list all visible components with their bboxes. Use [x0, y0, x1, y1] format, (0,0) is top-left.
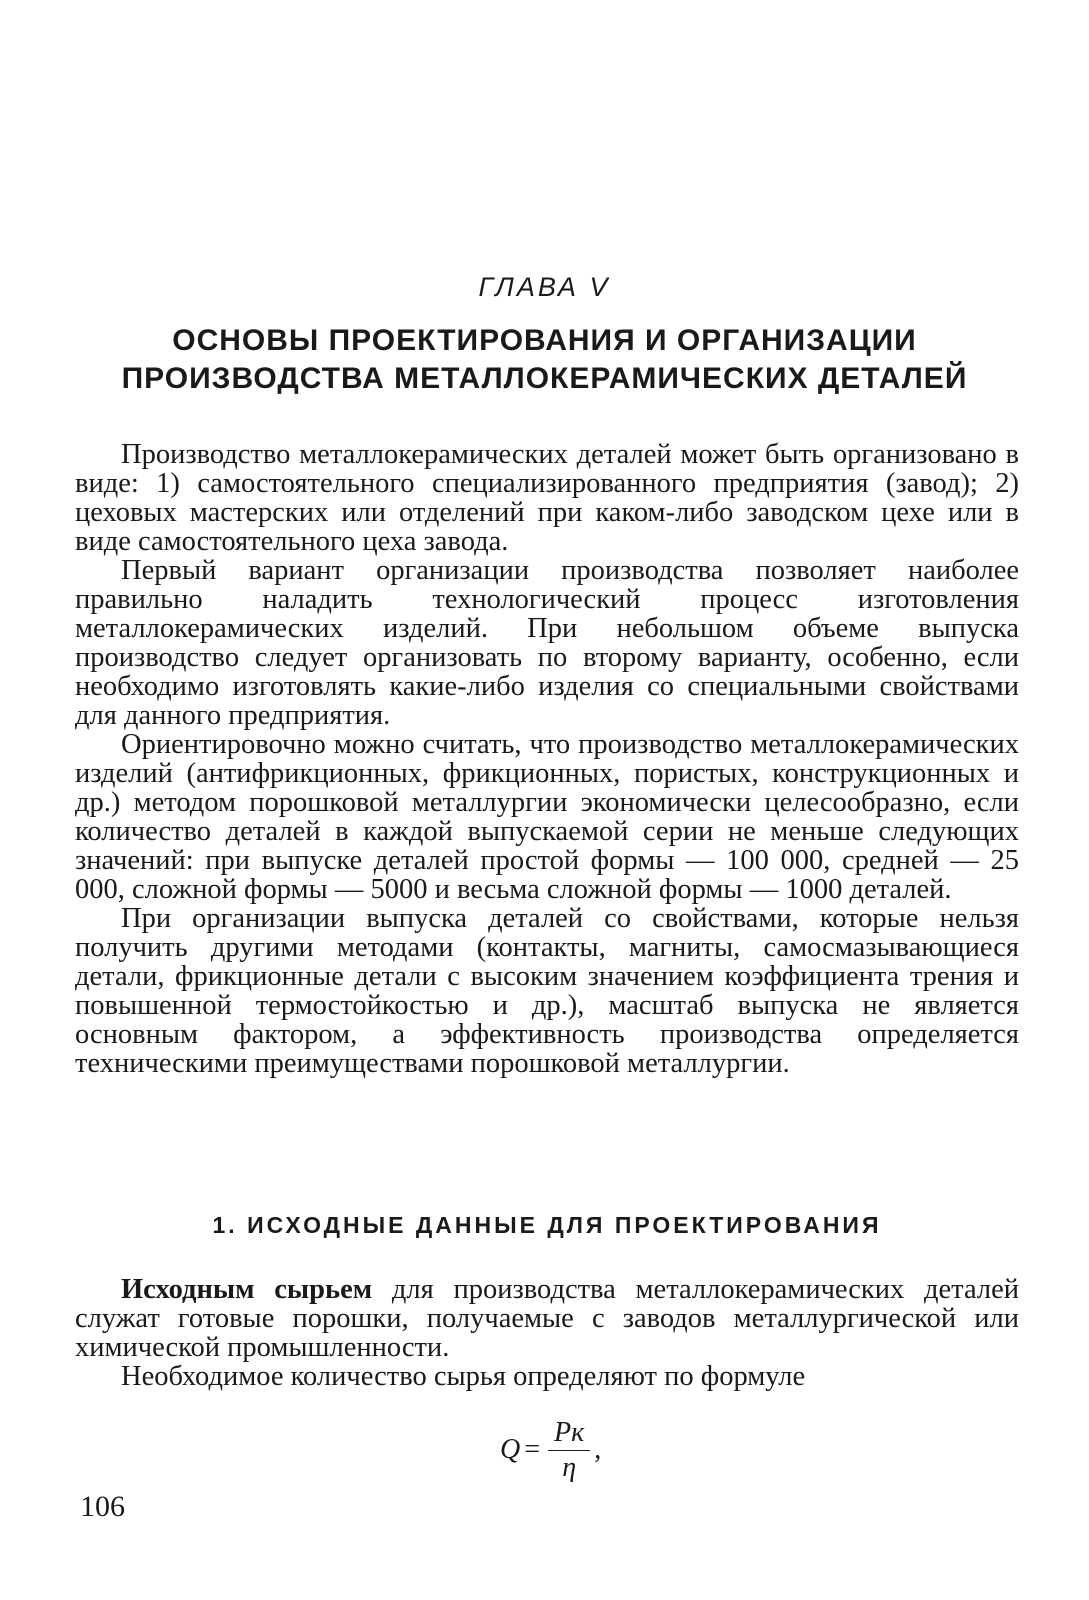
formula-trailing: , [594, 1434, 602, 1465]
chapter-title [60, 322, 1029, 398]
intro-text [75, 440, 1019, 1078]
formula-fraction [548, 1416, 590, 1485]
paragraph: Необходимое количество сырья определяют по формуле [121, 1361, 806, 1392]
paragraph: Первый вариант организации производства позволяет наиболее правильно наладить технологический процесс изготовления металлокерамических изделий. При небольшом объеме выпуска производство следует организовать по второму варианту, особенно, если необходимо изготовлять какие-либо изделия со специальными свойствами для данного предприятия. [75, 555, 1019, 731]
paragraph: Ориентировочно можно считать, что производство металлокерамических изделий (антифрикционных, фрикционных, пористых, конструкционных и др.) методом порошковой металлургии экономически целесообразно, если количество деталей в каждой выпускаемой серии не меньше следующих значений: при выпуске деталей простой формы — 100 000, средней — 25 000, сложной формы — 5000 и весьма сложной формы — 1000 деталей. [75, 729, 1019, 905]
formula-equals: = [524, 1434, 541, 1465]
formula-numerator: Pк [548, 1416, 590, 1451]
section-heading: 1. ИСХОДНЫЕ ДАННЫЕ ДЛЯ ПРОЕКТИРОВАНИЯ [212, 1212, 882, 1238]
chapter-title-line-1: ОСНОВЫ ПРОЕКТИРОВАНИЯ И ОРГАНИЗАЦИИ [172, 324, 917, 357]
paragraph-rest: для производства металлокерамических деталей служат готовые порошки, получаемые с заводов металлургической или химической промышленности. [75, 1274, 1019, 1363]
paragraph: Производство металлокерамических деталей может быть организовано в виде: 1) самостоятельного специализированного предприятия (завод); 2) цеховых мастерских или отделений при каком-либо заводском цехе или в виде самостоятельного цеха завода. [75, 439, 1019, 557]
chapter-title-line-2: ПРОИЗВОДСТВА МЕТАЛЛОКЕРАМИЧЕСКИХ ДЕТАЛЕЙ [121, 362, 968, 395]
formula [500, 1410, 601, 1490]
bold-term: Исходным сырьем [121, 1274, 373, 1305]
paragraph: При организации выпуска деталей со свойствами, которые нельзя получить другими методами (контакты, магниты, самосмазывающиеся детали, фрикционные детали с высоким значением коэффициента трения и повышенной термостойкостью и др.), масштаб выпуска не является основным фактором, а эффективность производства определяется техническими преимуществами порошковой металлургии. [75, 903, 1019, 1079]
chapter-label: ГЛАВА V [478, 272, 611, 302]
page-number: 106 [80, 1490, 125, 1523]
formula-lhs: Q [500, 1434, 521, 1465]
section-text [75, 1275, 1019, 1391]
formula-denominator: η [562, 1451, 577, 1483]
paragraph [75, 1275, 1019, 1362]
